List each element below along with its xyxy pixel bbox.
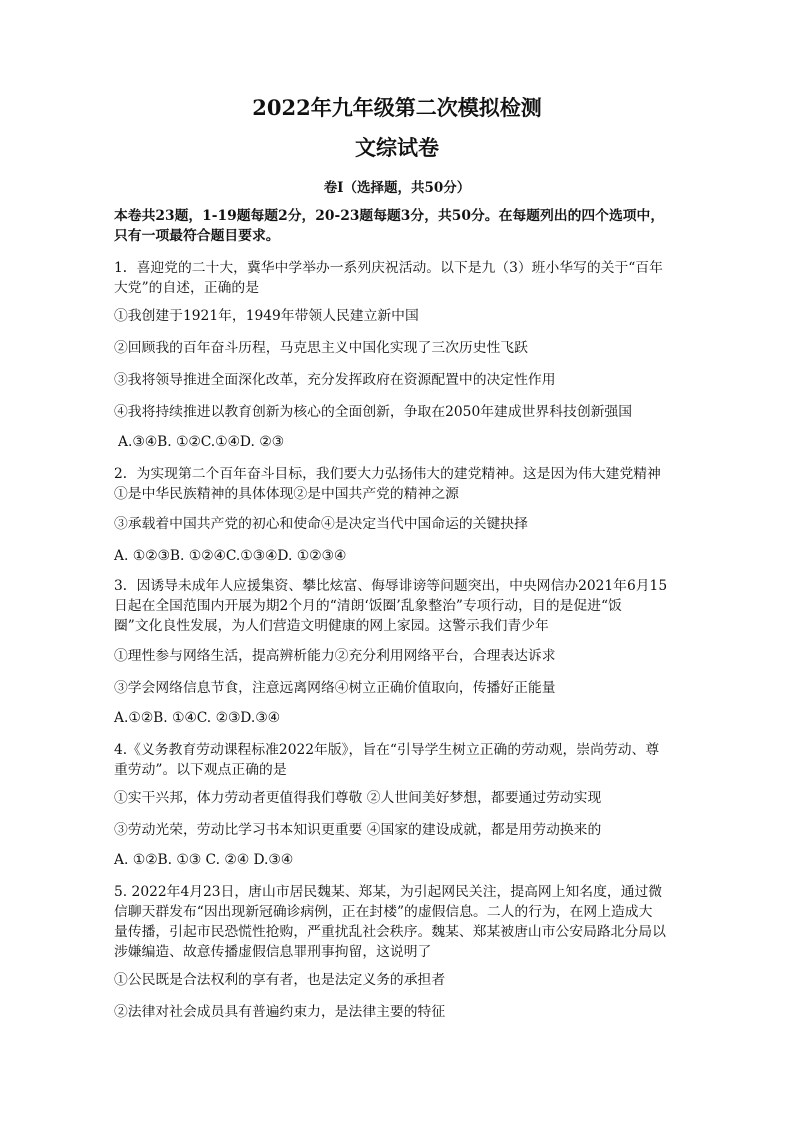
instructions-line: 本卷共23题，1-19题每题2分，20-23题每题3分，共50分。在每题列出的四个选项中， xyxy=(114,208,665,224)
question-5-item: ②法律对社会成员具有普遍约束力，是法律主要的特征 xyxy=(114,1004,446,1020)
question-2-stem: 2．为实现第二个百年奋斗目标，我们要大力弘扬伟大的建党精神。这是因为伟大建党精神 xyxy=(114,466,661,482)
exam-subject: 文综试卷 xyxy=(355,135,439,160)
question-5-stem: 信聊天群发布“因出现新冠确诊病例，正在封楼”的虚假信息。二人的行为，在网上造成大 xyxy=(114,904,653,920)
question-5-stem: 涉嫌编造、故意传播虚假信息罪刑事拘留，这说明了 xyxy=(114,944,432,960)
question-1-stem: 大党”的自述，正确的是 xyxy=(114,280,260,296)
question-5-item: ①公民既是合法权利的享有者，也是法定义务的承担者 xyxy=(114,972,446,988)
question-4-options: A. ①②B. ①③ C. ②④ D.③④ xyxy=(114,852,294,868)
question-1-item: ①我创建于1921年，1949年带领人民建立新中国 xyxy=(114,308,419,324)
question-3-stem: 3．因诱导未成年人应援集资、攀比炫富、侮辱诽谤等问题突出，中央网信办2021年6月15 xyxy=(114,578,668,594)
question-3-item: ③学会网络信息节食，注意远离网络④树立正确价值取向，传播好正能量 xyxy=(114,680,556,696)
question-4-stem: 重劳动”。以下观点正确的是 xyxy=(114,762,287,778)
question-4-item: ③劳动光荣，劳动比学习书本知识更重要 ④国家的建设成就，都是用劳动换来的 xyxy=(114,822,602,838)
question-5-stem: 5. 2022年4月23日，唐山市居民魏某、郑某，为引起网民关注，提高网上知名度，通过微 xyxy=(114,884,663,900)
question-3-stem: 日起在全国范围内开展为期2个月的“清朗‘饭圈’乱象整治”专项行动，目的是促进“饭 xyxy=(114,598,622,614)
question-5-stem: 量传播，引起市民恐慌性抢购，严重扰乱社会秩序。魏某、郑某被唐山市公安局路北分局以 xyxy=(114,924,666,940)
exam-title: 2022年九年级第二次模拟检测 xyxy=(252,95,542,120)
question-1-item: ③我将领导推进全面深化改革，充分发挥政府在资源配置中的决定性作用 xyxy=(114,372,556,388)
question-3-options: A.①②B. ①④C. ②③D.③④ xyxy=(114,710,281,726)
question-1-stem: 1．喜迎党的二十大，冀华中学举办一系列庆祝活动。以下是九（3）班小华写的关于“百年 xyxy=(114,260,663,276)
question-1-options: A.③④B. ①②C.①④D. ②③ xyxy=(118,434,285,450)
question-1-item: ②回顾我的百年奋斗历程，马克思主义中国化实现了三次历史性飞跃 xyxy=(114,340,528,356)
instructions-line: 只有一项最符合题目要求。 xyxy=(114,228,280,244)
section-heading: 卷Ⅰ（选择题，共50分） xyxy=(323,180,471,196)
question-2-item: ③承载着中国共产党的初心和使命④是决定当代中国命运的关键抉择 xyxy=(114,516,528,532)
question-4-item: ①实干兴邦，体力劳动者更值得我们尊敬 ②人世间美好梦想，都要通过劳动实现 xyxy=(114,790,602,806)
question-3-item: ①理性参与网络生活，提高辨析能力②充分利用网络平台，合理表达诉求 xyxy=(114,648,556,664)
question-1-item: ④我将持续推进以教育创新为核心的全面创新，争取在2050年建成世界科技创新强国 xyxy=(114,404,633,420)
question-4-stem: 4.《义务教育劳动课程标准2022年版》，旨在“引导学生树立正确的劳动观，崇尚劳动、尊 xyxy=(114,742,660,758)
question-2-stem: ①是中华民族精神的具体体现②是中国共产党的精神之源 xyxy=(114,486,459,502)
question-3-stem: 圈”文化良性发展，为人们营造文明健康的网上家园。这警示我们青少年 xyxy=(114,618,549,634)
question-2-options: A. ①②③B. ①②④C.①③④D. ①②③④ xyxy=(114,548,347,564)
